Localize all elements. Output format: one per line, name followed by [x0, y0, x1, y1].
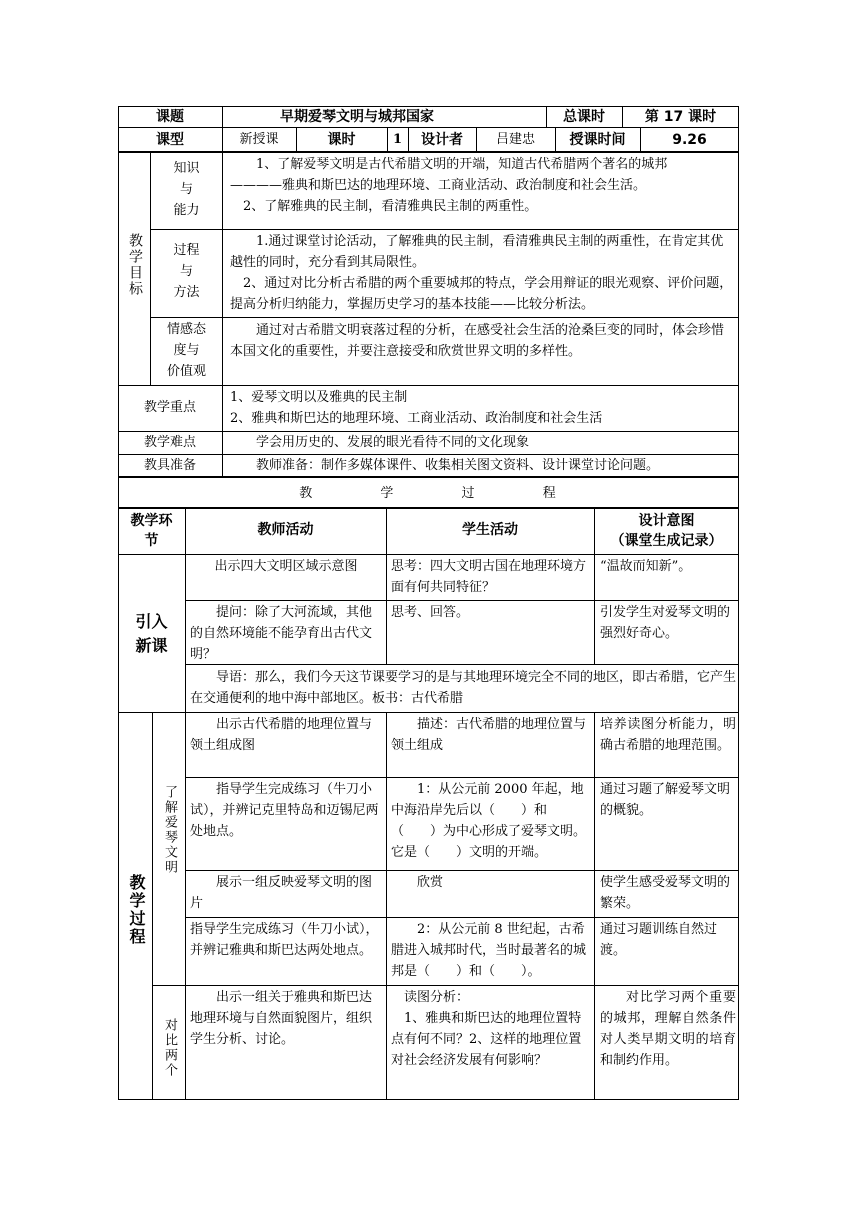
teach-row3-student: 欣赏	[417, 875, 444, 890]
stage-teaching-label: 教学过程	[127, 874, 146, 946]
process-content	[230, 231, 735, 317]
emotion-content: 通过对古希腊文明衰落过程的分析，在感受社会生活的沧桑巨变的同时，体会珍惜本国文化的重要性，并要注意接受和欣赏世界文明的多样性。	[230, 323, 725, 359]
lesson-number: 第 17 课时	[644, 109, 717, 125]
type-value: 新授课	[239, 132, 279, 147]
topic-value: 早期爱琴文明与城邦国家	[280, 109, 434, 125]
teach-row1-design: 培养读图分析能力，明确古希腊的地理范围。	[600, 717, 736, 753]
stage-intro-label: 引入 新课	[135, 612, 168, 655]
teach-row4-student: 2：从公元前 8 世纪起，古希腊进入城邦时代，当时最著名的城邦是（ ）和（ ）。	[391, 922, 587, 979]
key-point-1: 1、爱琴文明以及雅典的民主制	[230, 390, 408, 405]
teach-row1-student: 描述：古代希腊的地理位置与领土组成	[391, 717, 587, 753]
process-title: 教 学 过 程	[299, 486, 558, 501]
preparation-label: 教具准备	[143, 458, 196, 473]
teach-row3-design: 使学生感受爱琴文明的繁荣。	[600, 875, 731, 911]
knowledge-line-2: ————雅典和斯巴达的地理环境、工商业活动、政治制度和社会生活。	[230, 178, 647, 193]
intro-row2-student: 思考、回答。	[391, 605, 470, 620]
class-time-label: 授课时间	[569, 132, 626, 148]
designer-value: 吕建忠	[495, 132, 535, 147]
intro-row1-design: “温故而知新”。	[600, 559, 692, 574]
process-label: 过程 与 方法	[173, 243, 200, 300]
knowledge-content	[230, 154, 735, 229]
intro-guide-text: 导语：那么，我们今天这节课要学习的是与其地理环境完全不同的地区，即古希腊，它产生在交通便利的地中海中部地区。板书：古代希腊	[190, 670, 736, 706]
emotion-label: 情感态 度与 价值观	[166, 322, 206, 379]
intro-row2-design: 引发学生对爱琴文明的强烈好奇心。	[600, 605, 731, 641]
teach-row5-teacher: 出示一组关于雅典和斯巴达地理环境与自然面貌图片，组织学生分析、讨论。	[190, 990, 373, 1047]
type-label: 课型	[156, 132, 184, 148]
teach-row2-teacher: 指导学生完成练习（牛刀小试），并辨记克里特岛和迈锡尼两处地点。	[190, 782, 379, 839]
intro-row1-student: 思考：四大文明古国在地理环境方面有何共同特征？	[391, 559, 587, 595]
process-line-2: 2、通过对比分析古希腊的两个重要城邦的特点，学会用辩证的眼光观察、评价问题，提高分析归纳能力，掌握历史学习的基本技能——比较分析法。	[230, 276, 733, 312]
teach-row3-teacher: 展示一组反映爱琴文明的图片	[190, 875, 373, 911]
preparation-content: 教师准备：制作多媒体课件、收集相关图文资料、设计课堂讨论问题。	[256, 458, 660, 473]
difficulties-content: 学会用历史的、发展的眼光看待不同的文化现象	[256, 435, 530, 450]
key-points-label: 教学重点	[143, 400, 196, 415]
col-header-student: 学生活动	[462, 522, 518, 538]
total-hours-label: 总课时	[563, 109, 605, 125]
key-points-content	[230, 387, 735, 431]
knowledge-label: 知识 与 能力	[173, 161, 200, 218]
class-time-value: 9.26	[672, 132, 707, 148]
process-line-1: 1.通过课堂讨论活动，了解雅典的民主制，看清雅典民主制的两重性，在肯定其优越性的同时，充分看到其局限性。	[230, 234, 724, 270]
designer-label: 设计者	[421, 132, 463, 148]
teaching-objectives-label: 教学目标	[127, 233, 143, 297]
teach-row1-teacher: 出示古代希腊的地理位置与领土组成图	[190, 717, 373, 753]
teach-row2-design: 通过习题了解爱琴文明的概貌。	[600, 782, 731, 818]
teach-row5-student	[391, 987, 591, 1097]
knowledge-line-1: 1、了解爱琴文明是古代希腊文明的开端，知道古代希腊两个著名的城邦	[256, 157, 668, 172]
period-value: 1	[392, 132, 403, 147]
topic-label: 课题	[156, 109, 184, 125]
subsection-1-label: 了解爱琴文明	[162, 785, 177, 875]
teach-row4-design: 通过习题训练自然过渡。	[600, 922, 718, 958]
knowledge-line-3: 2、了解雅典的民主制，看清雅典民主制的两重性。	[243, 199, 538, 214]
teach-row5-design: 对比学习两个重要的城邦，理解自然条件对人类早期文明的培育和制约作用。	[600, 990, 736, 1068]
teach-row4-teacher: 指导学生完成练习（牛刀小试），并辨记雅典和斯巴达两处地点。	[190, 922, 379, 958]
col-header-design: 设计意图 （课堂生成记录）	[610, 513, 723, 549]
period-label: 课时	[327, 132, 356, 148]
col-header-stage: 教学环 节	[130, 513, 173, 549]
intro-row1-teacher: 出示四大文明区域示意图	[214, 559, 358, 574]
teach-row5-student-line-2: 1、雅典和斯巴达的地理位置特点有何不同？2、这样的地理位置对社会经济发展有何影响？	[391, 1011, 582, 1068]
teach-row5-student-line-1: 读图分析：	[404, 990, 470, 1005]
teach-row2-student: 1：从公元前 2000 年起，地中海沿岸先后以（ ）和（ ）为中心形成了爱琴文明。它是（ ）文明的开端。	[391, 782, 587, 860]
subsection-2-label: 对比两个	[162, 1018, 177, 1078]
difficulties-label: 教学难点	[143, 435, 196, 450]
col-header-teacher: 教师活动	[257, 522, 314, 538]
key-point-2: 2、雅典和斯巴达的地理环境、工商业活动、政治制度和社会生活	[230, 411, 603, 426]
intro-row2-teacher: 提问：除了大河流域，其他的自然环境能不能孕育出古代文明？	[190, 605, 373, 662]
